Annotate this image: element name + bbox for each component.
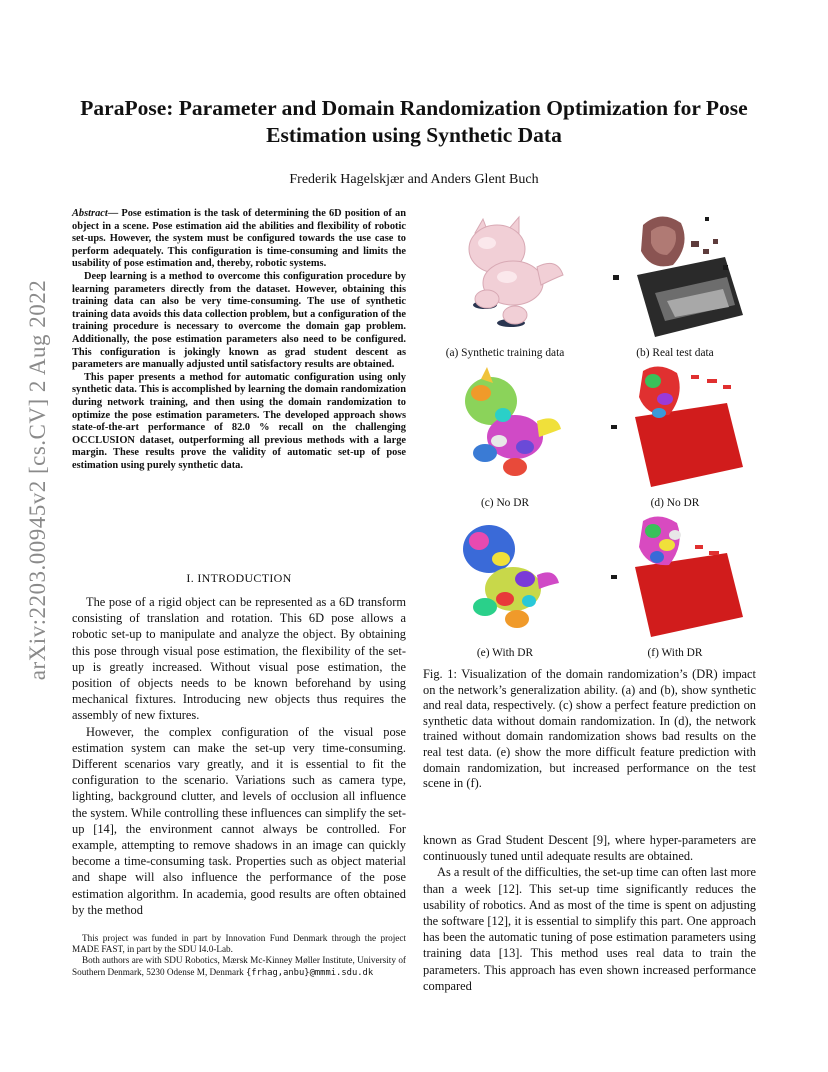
real-scene-image — [595, 205, 755, 347]
abstract-paragraph-1: Abstract— Pose estimation is the task of determining the 6D position of an object in a scene. Pose estimation aid the abilities and flexibility of robotic set-ups. However, the system must be configured towards the use case to perform adequately. This configuration is time-consuming and limits the usability of pose estimation and, thereby, robotic systems. — [72, 208, 406, 270]
footnote-affiliation-text: Both authors are with SDU Robotics, Mærsk Mc-Kinney Møller Institute, University of Southern Denmark, 5230 Odense M, Denmark — [72, 955, 406, 977]
figure-panel-a — [425, 205, 585, 359]
feature-prediction-real-with-dr — [595, 505, 755, 647]
figure-1-caption — [423, 667, 756, 792]
figure-panel-e — [425, 505, 585, 659]
figure-1-caption-text: Fig. 1: Visualization of the domain randomization’s (DR) impact on the network’s generalization ability. (a) and (b), show synthetic and real data, respectively. (c) show a perfect feature prediction on synthetic data without domain randomization. In (d), the network trained without domain randomization shows bad results on the real test data. (e) show the more difficult feature prediction with domain randomization, but increased performance on the test scene in (f). — [423, 667, 756, 791]
abstract-label: Abstract — [72, 208, 108, 219]
footnote-emails: {frhag,anbu}@mmmi.sdu.dk — [246, 967, 374, 978]
feature-prediction-synthetic-no-dr — [425, 355, 585, 497]
introduction-right-column — [423, 832, 756, 994]
feature-prediction-synthetic-with-dr — [425, 505, 585, 647]
footnote-affiliation — [72, 955, 406, 978]
panel-b-label: (b) Real test data — [636, 347, 714, 359]
figure-panel-d — [595, 355, 755, 509]
introduction-left-column — [72, 594, 406, 918]
paper-title: ParaPose: Parameter and Domain Randomization Optimization for Pose Estimation using Synthetic Data — [80, 96, 748, 147]
intro-paragraph-3: As a result of the difficulties, the set-up time can often last more than a week [12]. This set-up time significantly reduces the usability of robotics. And as most of the time is spent on adjusting the software [12], it is essential to simplify this part. One approach has been the automatic tuning of pose estimation parameters using training data [13]. This method uses real data to train the parameters. This approach has even shown increased performance compared — [423, 865, 756, 993]
footnote-funding: This project was funded in part by Innovation Fund Denmark through the project MADE FAST, in part by the SDU I4.0-Lab. — [72, 933, 406, 955]
feature-prediction-real-no-dr — [595, 355, 755, 497]
intro-paragraph-1: The pose of a rigid object can be represented as a 6D transform consisting of translation and rotation. This 6D pose allows a robotic set-up to manipulate and analyze the object. By obtaining this pose through visual pose estimation, the flexibility of the set-up is greatly increased. Without visual pose estimation, the position of objects needs to be known beforehand by using mechanical fixtures. Introducing new objects thus requires the assembly of new fixtures. — [72, 595, 406, 723]
section-heading-introduction: I. INTRODUCTION — [186, 571, 292, 585]
panel-f-label: (f) With DR — [647, 647, 703, 659]
abstract-paragraph-3: This paper presents a method for automatic configuration using only synthetic data. This is accomplished by learning the domain randomization during network training, and then using the domain randomization to optimize the pose estimation parameters. The developed approach shows state-of-the-art performance of 82.0 % recall on the challenging OCCLUSION dataset, outperforming all previous methods with a large margin. These results prove the validity of automatic set-up of pose estimation using purely synthetic data. — [72, 371, 406, 471]
footnotes — [72, 933, 406, 979]
paper-authors: Frederik Hagelskjær and Anders Glent Buch — [289, 172, 539, 187]
abstract-paragraph-2: Deep learning is a method to overcome this configuration procedure by learning parameters directly from the dataset. However, obtaining this training data can also be very time-consuming. The use of synthetic training data avoids this data collection problem, but a configuration of the training procedure is necessary to overcome the domain gap problem. Additionally, the pose estimation parameters also need to be configured. This configuration is jokingly known as grad student descent as parameters are manually adjusted until satisfactory results are obtained. — [72, 270, 406, 371]
intro-paragraph-continued: known as Grad Student Descent [9], where hyper-parameters are continuously tuned until adequate results are obtained. — [423, 833, 756, 864]
panel-a-label: (a) Synthetic training data — [445, 347, 565, 359]
intro-paragraph-2: However, the complex configuration of the visual pose estimation system can make the set-up very time-consuming. Different scenarios vary greatly, and it is essential to fit the configuration to the scenario. Variations such as camera type, lighting, background clutter, and levels of occlusion all influence the system. While controlling these influences can simplify the set-up [14], the environment cannot always be controlled. For example, attempting to remove shadows in an image can quickly become a time-consuming task. Properties such as object material and shape will also influence the performance of the pose estimation algorithm. In academia, good results are often obtained by the method — [72, 724, 406, 917]
figure-panel-c — [425, 355, 585, 509]
arxiv-identifier-text: arXiv:2203.00945v2 [cs.CV] 2 Aug 2022 — [25, 279, 50, 681]
figure-1 — [423, 205, 756, 665]
arxiv-identifier — [18, 279, 58, 681]
synthetic-object-image — [425, 205, 585, 347]
abstract — [72, 208, 406, 472]
figure-panel-b — [595, 205, 755, 359]
figure-panel-f — [595, 505, 755, 659]
panel-e-label: (e) With DR — [476, 647, 534, 659]
panel-d-label: (d) No DR — [650, 497, 700, 509]
panel-c-label: (c) No DR — [480, 497, 530, 509]
abstract-p1-text: Pose estimation is the task of determining the 6D position of an object in a scene. Pose estimation aid the abilities and flexibility of robotic set-ups. However, the system must be configured towards the use case to perform adequately. This configuration is time-consuming and limits the usability of pose estimation and, thereby, robotic systems. — [72, 208, 406, 270]
